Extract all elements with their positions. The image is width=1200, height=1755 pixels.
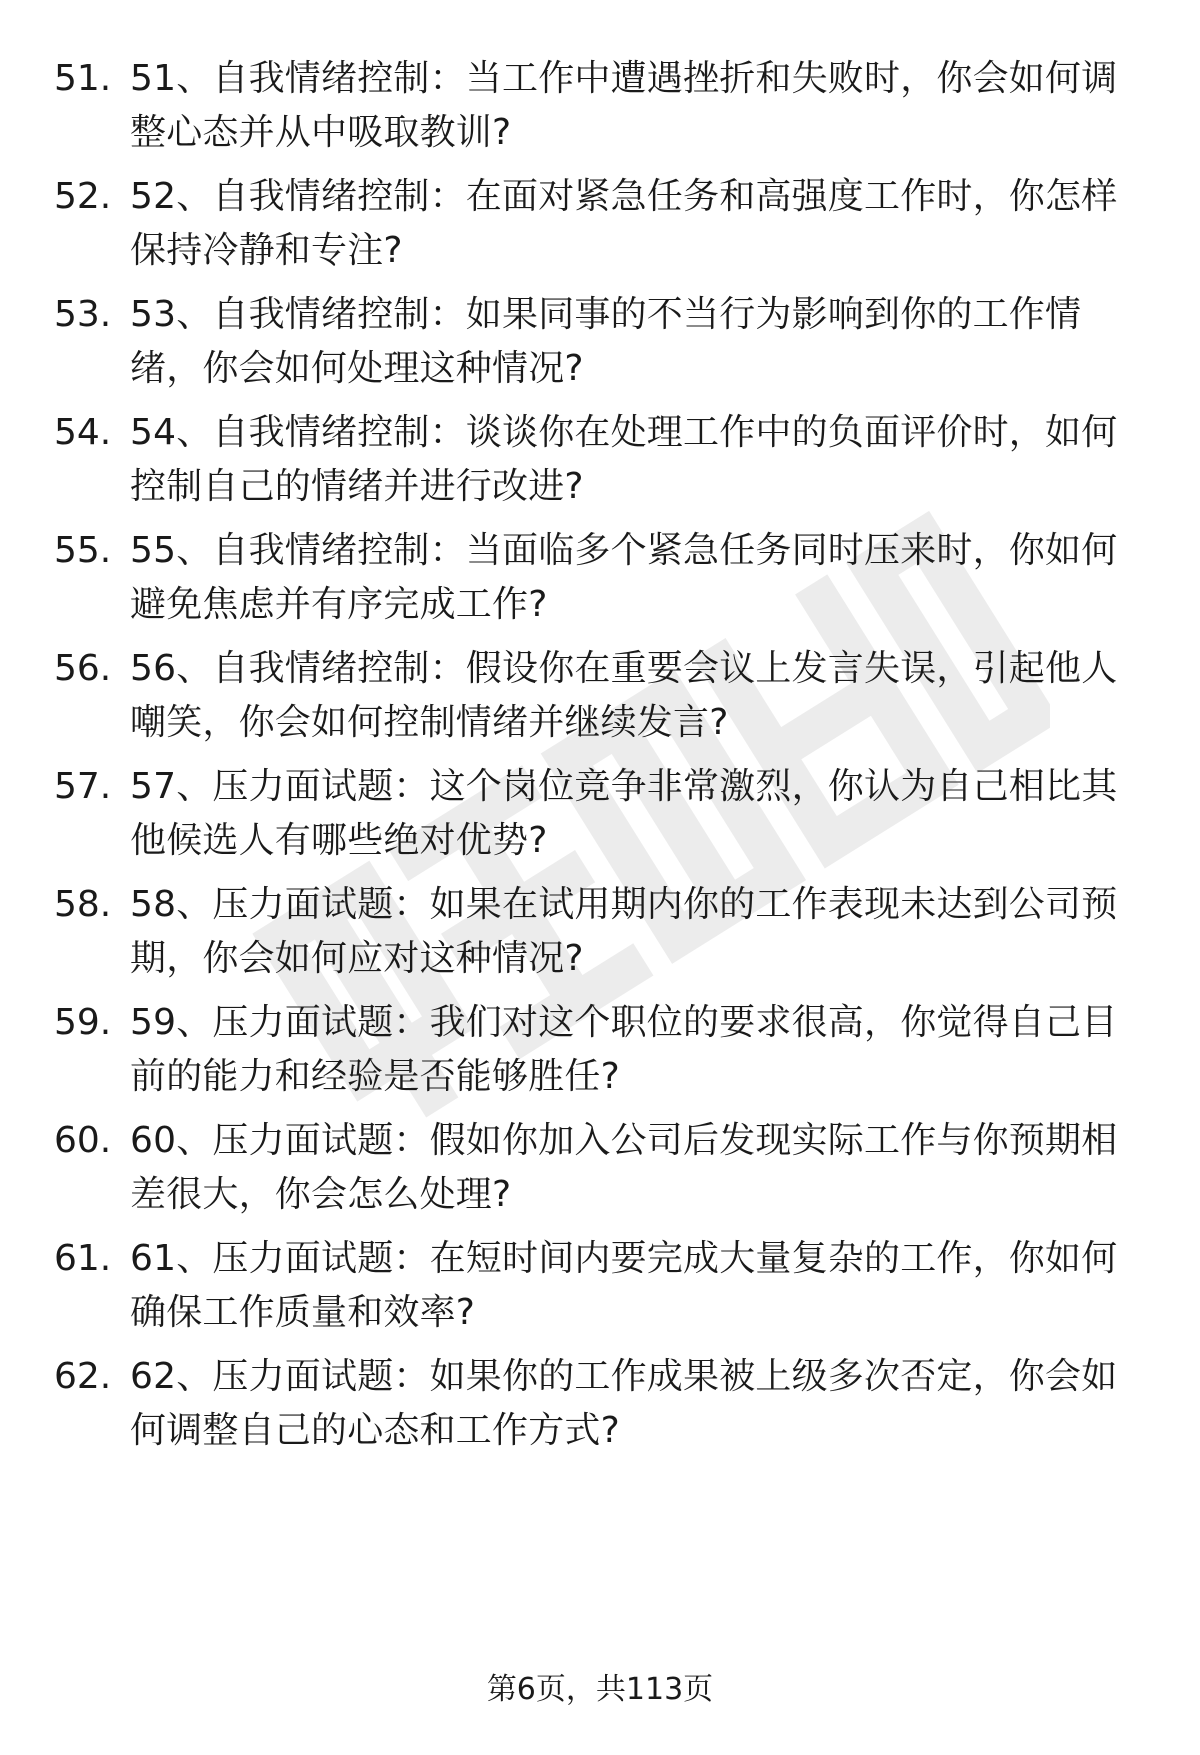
question-item xyxy=(0,1350,1200,1470)
question-text: 54、自我情绪控制：谈谈你在处理工作中的负面评价时，如何控制自己的情绪并进行改进? xyxy=(130,412,1118,507)
question-text: 62、压力面试题：如果你的工作成果被上级多次否定，你会如何调整自己的心态和工作方式? xyxy=(130,1356,1118,1451)
question-text: 60、压力面试题：假如你加入公司后发现实际工作与你预期相差很大，你会怎么处理? xyxy=(130,1120,1118,1215)
question-number: 52. xyxy=(54,176,112,217)
question-item xyxy=(0,524,1200,644)
question-number: 61. xyxy=(54,1238,112,1279)
question-number: 60. xyxy=(54,1120,112,1161)
question-text: 57、压力面试题：这个岗位竞争非常激烈，你认为自己相比其他候选人有哪些绝对优势? xyxy=(130,766,1118,861)
question-number: 58. xyxy=(54,884,112,925)
question-text: 58、压力面试题：如果在试用期内你的工作表现未达到公司预期，你会如何应对这种情况? xyxy=(130,884,1118,979)
question-text: 56、自我情绪控制：假设你在重要会议上发言失误，引起他人嘲笑，你会如何控制情绪并继续发言? xyxy=(130,648,1118,743)
question-text: 59、压力面试题：我们对这个职位的要求很高，你觉得自己目前的能力和经验是否能够胜任? xyxy=(130,1002,1118,1097)
question-text: 55、自我情绪控制：当面临多个紧急任务同时压来时，你如何避免焦虑并有序完成工作? xyxy=(130,530,1118,625)
question-item xyxy=(0,288,1200,408)
page-footer xyxy=(0,1670,1200,1710)
page-number-text: 第6页，共113页 xyxy=(486,1672,714,1707)
question-text: 52、自我情绪控制：在面对紧急任务和高强度工作时，你怎样保持冷静和专注? xyxy=(130,176,1118,271)
question-item xyxy=(0,52,1200,172)
question-number: 62. xyxy=(54,1356,112,1397)
question-number: 55. xyxy=(54,530,112,571)
question-item xyxy=(0,406,1200,526)
question-item xyxy=(0,878,1200,998)
question-item xyxy=(0,642,1200,762)
question-item xyxy=(0,1114,1200,1234)
question-number: 57. xyxy=(54,766,112,807)
question-item xyxy=(0,760,1200,880)
question-text: 51、自我情绪控制：当工作中遭遇挫折和失败时，你会如何调整心态并从中吸取教训? xyxy=(130,58,1118,153)
question-item xyxy=(0,1232,1200,1352)
question-number: 54. xyxy=(54,412,112,453)
question-text: 53、自我情绪控制：如果同事的不当行为影响到你的工作情绪，你会如何处理这种情况? xyxy=(130,294,1082,389)
question-item xyxy=(0,996,1200,1116)
question-number: 53. xyxy=(54,294,112,335)
question-number: 56. xyxy=(54,648,112,689)
question-item xyxy=(0,170,1200,290)
question-text: 61、压力面试题：在短时间内要完成大量复杂的工作，你如何确保工作质量和效率? xyxy=(130,1238,1118,1333)
question-number: 59. xyxy=(54,1002,112,1043)
question-number: 51. xyxy=(54,58,112,99)
